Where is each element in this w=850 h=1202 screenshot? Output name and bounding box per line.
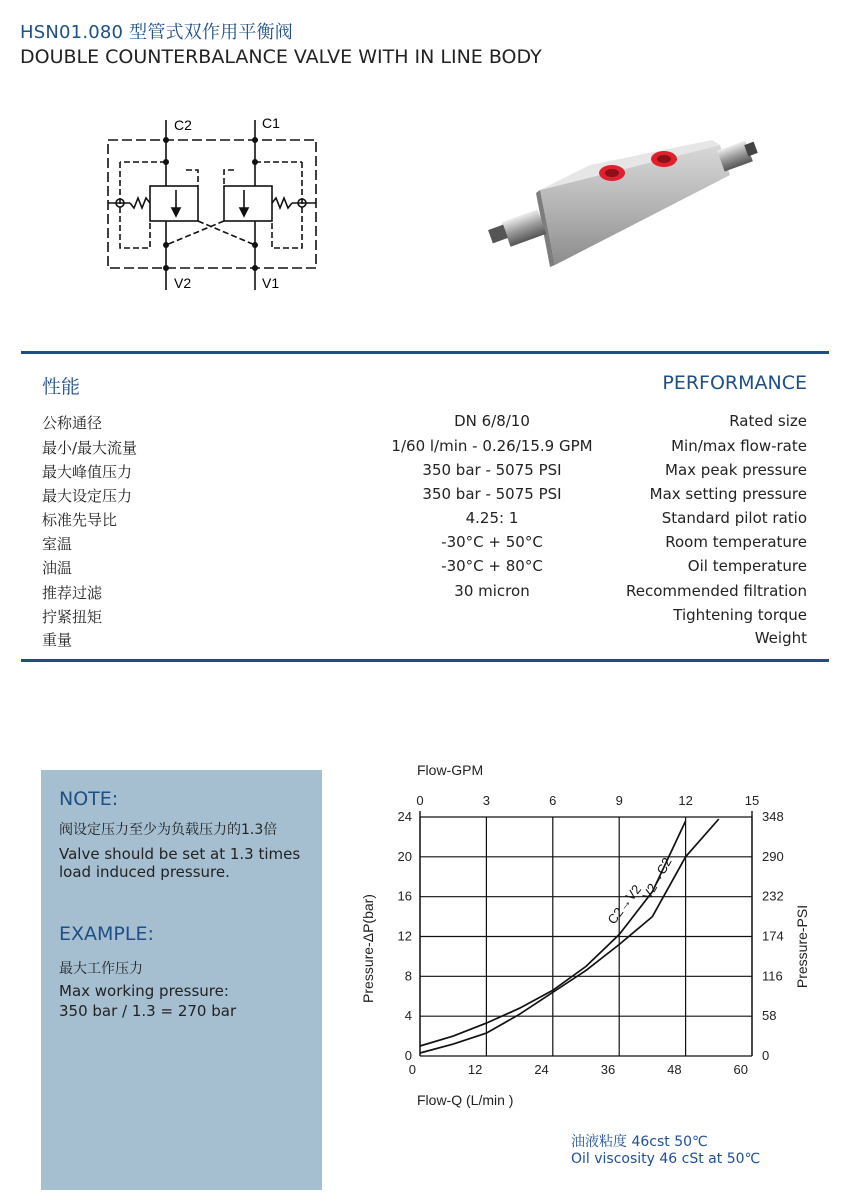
series-label: C2→V2 bbox=[604, 881, 645, 927]
right-tick-label: 0 bbox=[762, 1048, 770, 1063]
top-tick-label: 9 bbox=[615, 793, 623, 808]
x-tick-label: 48 bbox=[667, 1062, 682, 1077]
row-value: 4.25: 1 bbox=[465, 509, 519, 527]
x-tick-label: 12 bbox=[467, 1062, 483, 1077]
example-heading: EXAMPLE: bbox=[59, 923, 154, 945]
row-label-en: Max setting pressure bbox=[649, 485, 807, 503]
row-label-en: Rated size bbox=[729, 412, 807, 430]
row-value: -30°C + 80°C bbox=[441, 557, 543, 575]
performance-row bbox=[42, 461, 807, 485]
row-label-en: Standard pilot ratio bbox=[661, 509, 807, 527]
page-title-en: DOUBLE COUNTERBALANCE VALVE WITH IN LINE BODY bbox=[20, 46, 542, 68]
top-tick-label: 15 bbox=[744, 793, 760, 808]
divider-top bbox=[21, 351, 829, 354]
row-label-en: Recommended filtration bbox=[626, 582, 807, 600]
valve-product-image bbox=[480, 135, 760, 275]
y-tick-label: 12 bbox=[397, 928, 412, 944]
note-text-en-1: Valve should be set at 1.3 times bbox=[59, 845, 301, 863]
note-text-cn: 阀设定压力至少为负载压力的1.3倍 bbox=[59, 822, 278, 838]
row-label-en: Min/max flow-rate bbox=[671, 437, 807, 455]
row-label-cn: 推荐过滤 bbox=[42, 584, 103, 602]
top-tick-label: 3 bbox=[482, 793, 491, 808]
y-tick-label: 20 bbox=[397, 848, 412, 864]
row-value: 30 micron bbox=[454, 582, 530, 600]
performance-row bbox=[42, 437, 807, 461]
performance-row bbox=[42, 606, 807, 630]
performance-row bbox=[42, 582, 807, 606]
x-tick-label: 24 bbox=[534, 1062, 549, 1077]
port-c1-label: C1 bbox=[262, 115, 280, 131]
top-tick-label: 6 bbox=[549, 793, 557, 808]
row-label-en: Room temperature bbox=[665, 533, 807, 551]
performance-row bbox=[42, 557, 807, 581]
right-tick-label: 116 bbox=[762, 968, 783, 984]
right-tick-label: 348 bbox=[762, 809, 784, 824]
right-axis-title: Pressure-PSI bbox=[794, 904, 810, 989]
page-title-cn: HSN01.080 型管式双作用平衡阀 bbox=[20, 22, 293, 43]
port-v2-label: V2 bbox=[174, 275, 192, 291]
y-tick-label: 8 bbox=[404, 968, 412, 984]
performance-row bbox=[42, 629, 807, 653]
row-value: -30°C + 50°C bbox=[441, 533, 543, 551]
y-tick-label: 16 bbox=[397, 888, 412, 904]
example-text-en-2: 350 bar / 1.3 = 270 bar bbox=[59, 1002, 237, 1020]
top-tick-label: 0 bbox=[416, 793, 424, 808]
row-label-en: Weight bbox=[754, 629, 807, 647]
performance-row bbox=[42, 412, 807, 436]
row-label-cn: 拧紧扭矩 bbox=[42, 608, 103, 626]
row-label-cn: 重量 bbox=[42, 631, 73, 649]
row-label-en: Max peak pressure bbox=[665, 461, 807, 479]
viscosity-cn: 油液粘度 46cst 50℃ bbox=[571, 1134, 708, 1150]
row-value: 350 bar - 5075 PSI bbox=[422, 485, 562, 503]
port-v1-label: V1 bbox=[262, 275, 280, 291]
pressure-flow-chart bbox=[350, 755, 830, 1115]
performance-title-cn: 性能 bbox=[42, 376, 81, 398]
row-label-cn: 最大峰值压力 bbox=[42, 463, 133, 481]
x-tick-label: 36 bbox=[600, 1062, 616, 1077]
performance-row bbox=[42, 533, 807, 557]
note-text-en-2: load induced pressure. bbox=[59, 863, 230, 881]
performance-title-en: PERFORMANCE bbox=[662, 372, 807, 394]
example-text-en-1: Max working pressure: bbox=[59, 982, 229, 1000]
row-label-cn: 室温 bbox=[42, 535, 73, 553]
series-label: V2→C2 bbox=[639, 854, 675, 903]
row-label-cn: 油温 bbox=[42, 559, 73, 577]
top-tick-label: 12 bbox=[678, 793, 693, 808]
right-tick-label: 290 bbox=[762, 848, 784, 864]
top-axis-title: Flow-GPM bbox=[417, 762, 484, 778]
performance-row bbox=[42, 509, 807, 533]
x-axis-title: Flow-Q (L/min ) bbox=[417, 1092, 514, 1108]
row-label-en: Tightening torque bbox=[673, 606, 807, 624]
x-tick-label: 60 bbox=[733, 1062, 748, 1077]
row-value: 350 bar - 5075 PSI bbox=[422, 461, 562, 479]
row-value: 1/60 l/min - 0.26/15.9 GPM bbox=[391, 437, 593, 455]
example-text-cn: 最大工作压力 bbox=[59, 961, 143, 977]
y-axis-title: Pressure-ΔP(bar) bbox=[360, 894, 376, 1003]
right-tick-label: 174 bbox=[762, 928, 784, 944]
port-c2-label: C2 bbox=[174, 117, 192, 133]
x-tick-label: 0 bbox=[408, 1062, 416, 1077]
performance-row bbox=[42, 485, 807, 509]
row-value: DN 6/8/10 bbox=[454, 412, 530, 430]
row-label-cn: 最大设定压力 bbox=[42, 487, 133, 505]
note-box bbox=[41, 770, 322, 1190]
right-tick-label: 58 bbox=[762, 1008, 777, 1024]
y-tick-label: 0 bbox=[404, 1048, 412, 1063]
divider-bottom bbox=[21, 659, 829, 662]
row-label-cn: 标准先导比 bbox=[42, 511, 118, 529]
hydraulic-schematic bbox=[100, 110, 330, 300]
note-heading: NOTE: bbox=[59, 788, 119, 810]
y-tick-label: 4 bbox=[404, 1008, 412, 1024]
y-tick-label: 24 bbox=[397, 809, 412, 824]
row-label-en: Oil temperature bbox=[687, 557, 807, 575]
viscosity-en: Oil viscosity 46 cSt at 50℃ bbox=[571, 1151, 761, 1167]
row-label-cn: 最小/最大流量 bbox=[42, 439, 138, 457]
row-label-cn: 公称通径 bbox=[42, 414, 103, 432]
right-tick-label: 232 bbox=[762, 888, 784, 904]
